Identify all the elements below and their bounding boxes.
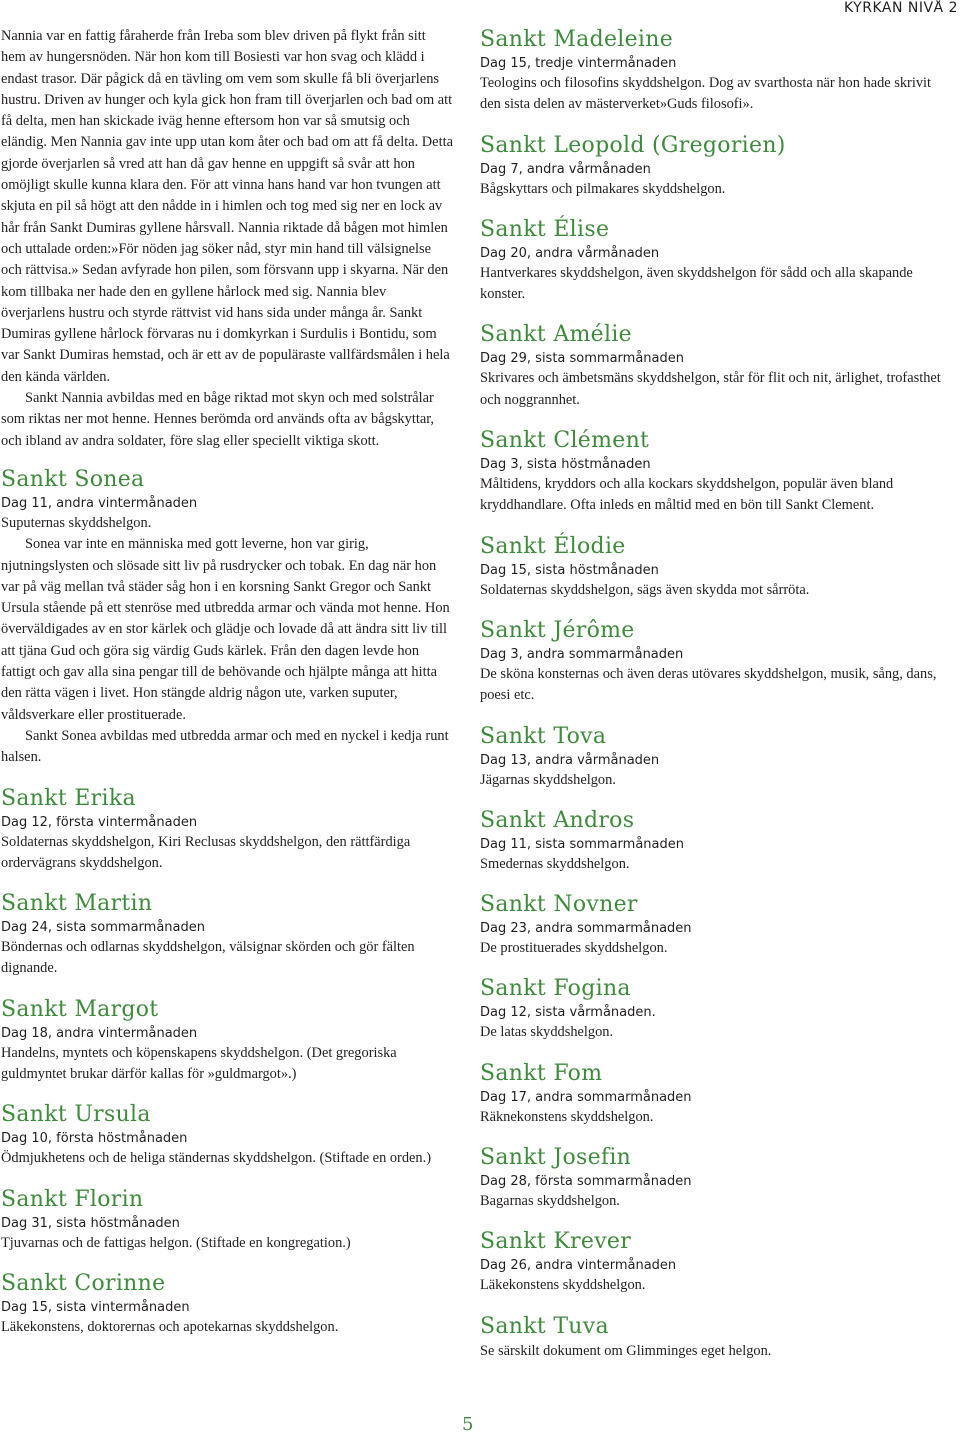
saint-entry [480,533,950,601]
saint-entry [1,785,453,875]
saint-description: Hantverkares skyddshelgon, även skyddshelgon för sådd och alla skapande konster. [480,264,913,303]
feast-day: Dag 18, andra vintermånaden [1,1025,198,1041]
saint-name: Sankt Josefin [480,1145,632,1171]
saint-entry [480,132,950,200]
saint-name: Sankt Élodie [480,533,626,559]
saint-name: Sankt Erika [1,785,136,811]
saint-description: Måltidens, kryddors och alla kockars skyddshelgon, populär även bland kryddhandlare. Ofta inleds en måltid med en bön till Sankt Clement. [480,476,894,514]
saint-description: Böndernas och odlarnas skyddshelgon, välsignar skörden och gör fälten dignande. [1,939,415,977]
saint-description: Suputernas skyddshelgon. [1,514,152,531]
saint-name: Sankt Novner [480,892,638,918]
saint-description: Läkekonstens skyddshelgon. [480,1277,646,1294]
saint-name: Sankt Andros [480,807,635,833]
feast-day: Dag 3, sista höstmånaden [480,457,651,473]
feast-day: Dag 15, tredje vintermånaden [480,56,677,71]
saint-description: Bågskyttars och pilmakares skyddshelgon. [480,180,726,197]
saint-entry [480,975,950,1043]
feast-day: Dag 11, andra vintermånaden [1,495,198,511]
saint-name: Sankt Ursula [1,1102,151,1128]
feast-day: Dag 10, första höstmånaden [1,1131,188,1147]
right-saint-list [480,26,950,1362]
saint-entry [480,427,950,517]
saint-entry [1,1101,453,1169]
right-column [480,26,950,1362]
saint-name: Sankt Leopold (Gregorien) [480,132,786,158]
feast-day: Dag 17, andra sommarmånaden [480,1089,692,1105]
saint-name: Sankt Martin [1,891,153,917]
saint-description: De latas skyddshelgon. [480,1024,614,1041]
feast-day: Dag 3, andra sommarmånaden [480,646,684,662]
saint-name: Sankt Corinne [1,1270,166,1296]
feast-day: Dag 20, andra vårmånaden [480,245,660,261]
left-saint-list [1,466,453,1338]
saint-entry [480,216,950,306]
saint-name: Sankt Florin [1,1186,144,1212]
saint-entry [480,1144,950,1212]
saint-entry [480,723,950,791]
saint-description: De sköna konsternas och även deras utövares skyddshelgon, musik, sång, dans, poesi etc. [480,665,937,704]
feast-day: Dag 13, andra vårmånaden [480,752,660,768]
saint-entry [480,1313,950,1362]
saint-entry [480,617,950,707]
saint-name: Sankt Clément [480,428,650,454]
feast-day: Dag 23, andra sommarmånaden [480,921,692,937]
saint-description: Soldaternas skyddshelgon, Kiri Reclusas skyddshelgon, den rättfärdiga ordervägrans skyddshelgon. [1,833,411,871]
saint-entry [480,891,950,959]
section-header: KYRKAN NIVÅ 2 [843,0,958,16]
saint-description: De prostituerades skyddshelgon. [480,940,668,957]
saint-name: Sankt Élise [480,216,610,242]
saint-description: Räknekonstens skyddshelgon. [480,1108,654,1125]
feast-day: Dag 31, sista höstmånaden [1,1215,180,1231]
saint-description: Sankt Sonea avbildas med utbredda armar och med en nyckel i kedja runt halsen. [1,727,449,766]
saint-name: Sankt Jérôme [480,617,635,643]
saint-description: Bagarnas skyddshelgon. [480,1193,620,1210]
feast-day: Dag 28, första sommarmånaden [480,1174,692,1190]
saint-name: Sankt Tuva [480,1313,609,1339]
saint-entry [480,321,950,411]
saint-name: Sankt Madeleine [480,27,674,52]
saint-name: Sankt Fom [480,1060,603,1086]
intro-paragraph: Nannia var en fattig fåraherde från Ireba som blev driven på flykt från sitt hem av hungersnöden. När hon kom till Bosiesti var hon svag och klädd i endast trasor. Där pågick då en tävling om vem som skulle få bli överjarlens hustru. Driven av hunger och kyla gick hon fram till överjarlen och bad om att få delta, men han skickade iväg henne eftersom hon var så smutsig och eländig. Men Nannia gav inte upp utan kom åter och bad om att få delta. Detta gjorde överjarlen så vred att han då gav henne en uppgift så svår att hon omöjligt skulle kunna klara den. För att vinna hans hand var hon tvungen att skjuta en pil så högt att den nådde in i himlen och tog med sig ner en lock av hår från Sankt Dumiras gyllene hårsvall. Nannia riktade då bågen mot himlen och uttalade orden:»För nöden jag söker nåd, styr min hand till välsignelse och rättvisa.» Sedan avfyrade hon pilen, som försvann upp i skyarna. När den kom tillbaka ner hade den en gyllene hårlock med sig. Nannia blev överjarlens hustru och styrde rättvist vid hans sida under många år. Sankt Dumiras gyllene hårlock förvaras nu i domkyrkan i Surdulis i Bontidu, som var Sankt Dumiras hemstad, och är ett av de populäraste vallfärdsmålen i hela den kända världen. [1,28,453,385]
feast-day: Dag 7, andra vårmånaden [480,161,651,177]
saint-description: Se särskilt dokument om Glimminges eget helgon. [480,1342,772,1359]
saint-entry [1,466,453,769]
saint-name: Sankt Fogina [480,976,631,1002]
saint-entry [1,1186,453,1254]
saint-entry [1,890,453,980]
saint-entry [1,996,453,1086]
feast-day: Dag 11, sista sommarmånaden [480,836,684,852]
saint-entry [480,807,950,875]
saint-name: Sankt Krever [480,1229,632,1255]
saint-name: Sankt Tova [480,723,607,749]
saint-name: Sankt Amélie [480,322,632,348]
feast-day: Dag 15, sista höstmånaden [480,562,659,578]
saint-description: Tjuvarnas och de fattigas helgon. (Stiftade en kongregation.) [1,1234,351,1251]
saint-description: Smedernas skyddshelgon. [480,855,630,872]
saint-description: Ödmjukhetens och de heliga ständernas skyddshelgon. (Stiftade en orden.) [1,1150,432,1167]
saint-description: Skrivares och ämbetsmäns skyddshelgon, står för flit och nit, ärlighet, trofasthet och noggrannhet. [480,370,941,408]
feast-day: Dag 15, sista vintermånaden [1,1299,190,1315]
left-column [1,26,453,1338]
feast-day: Dag 24, sista sommarmånaden [1,920,205,936]
saint-name: Sankt Sonea [1,466,145,492]
saint-name: Sankt Margot [1,996,159,1022]
saint-entry [480,1060,950,1128]
intro-text [1,26,453,452]
saint-description: Soldaternas skyddshelgon, sägs även skydda mot sårröta. [480,581,810,598]
feast-day: Dag 12, sista vårmånaden. [480,1005,656,1021]
saint-entry [480,1228,950,1296]
saint-description: Teologins och filosofins skyddshelgon. Dog av svarthosta när hon hade skrivit den sista delen av mästerverket»Guds filosofi». [480,75,932,113]
saint-description: Handelns, myntets och köpenskapens skyddshelgon. (Det gregoriska guldmyntet brukar därför kallas för »guldmargot».) [1,1044,397,1082]
page-number: 5 [462,1414,474,1435]
intro-paragraph: Sankt Nannia avbildas med en båge riktad mot skyn och med solstrålar som riktas ner mot henne. Hennes berömda ord används ofta av bågskyttar, och ibland av andra soldater, före slag eller speciellt viktiga skott. [1,390,435,449]
saint-description: Sonea var inte en människa med gott leverne, hon var girig, njutningslysten och slösade sitt liv på rusdrycker och tobak. En dag när hon var på väg mellan två städer såg hon i en korsning Sankt Gregor och Sankt Ursula stående på ett stenröse med utbredda armar och vända mot henne. Hon överväldigades av en stor kärlek och glädje och lovade då att ändra sitt liv till att tjäna Gud och göra sig värdig Guds kärlek. Från den dagen levde hon fattigt och gav alla sina pengar till de behövande och hjälpte många att hitta den rätta vägen i livet. Hon stängde aldrig någon ute, varken suputer, våldsverkare eller prostituerade. [1,536,450,723]
feast-day: Dag 29, sista sommarmånaden [480,351,684,367]
feast-day: Dag 26, andra vintermånaden [480,1258,677,1274]
saint-entry [480,26,950,116]
saint-description: Jägarnas skyddshelgon. [480,771,616,788]
feast-day: Dag 12, första vintermånaden [1,814,198,830]
saint-description: Läkekonstens, doktorernas och apotekarnas skyddshelgon. [1,1318,339,1335]
saint-entry [1,1270,453,1338]
